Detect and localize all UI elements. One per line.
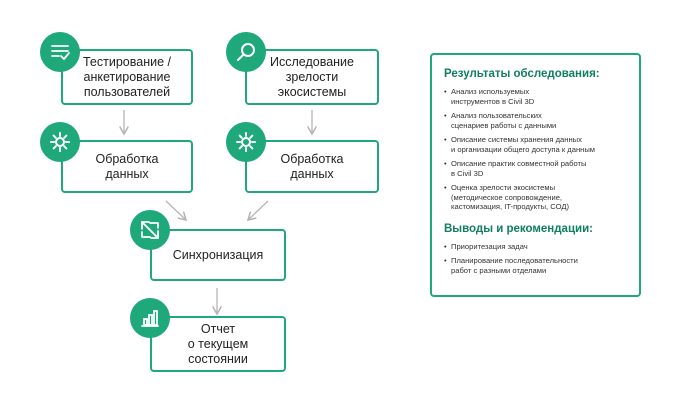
node-testing xyxy=(61,49,193,105)
conclusions-item: • Приоритезация задач xyxy=(444,242,629,252)
gear-icon xyxy=(40,122,80,162)
node-processing-left-label: Обработка данных xyxy=(95,151,159,181)
results-list xyxy=(444,87,629,212)
conclusions-title: Выводы и рекомендации: xyxy=(444,222,593,235)
gear-icon xyxy=(226,122,266,162)
node-processing-right-label: Обработка данных xyxy=(280,151,344,181)
node-report-label: Отчет о текущем состоянии xyxy=(187,321,249,366)
results-item: • Описание практик совместной работы в Civil 3D xyxy=(444,159,629,178)
node-sync-label: Синхронизация xyxy=(172,247,264,262)
sync-icon xyxy=(130,210,170,250)
results-item: • Анализ используемых инструментов в Civil 3D xyxy=(444,87,629,106)
node-sync xyxy=(150,229,286,281)
results-item: • Описание системы хранения данных и организации общего доступа к данным xyxy=(444,135,629,154)
results-item: • Анализ пользовательских сценариев работы с данными xyxy=(444,111,629,130)
bar-chart-icon xyxy=(130,298,170,338)
arrow-processing-right-to-sync xyxy=(248,201,268,220)
arrow-processing-left-to-sync xyxy=(166,201,186,220)
results-panel xyxy=(430,53,641,297)
conclusions-list xyxy=(444,242,629,276)
node-testing-label: Тестирование / анкетирование пользователей xyxy=(83,54,171,99)
node-processing-left xyxy=(61,140,193,193)
results-item: • Оценка зрелости экосистемы (методическое сопровождение, кастомизация, IT-продукты, СОД) xyxy=(444,183,629,212)
node-research-label: Исследование зрелости экосистемы xyxy=(270,54,354,99)
conclusions-item: • Планирование последовательности работ с разными отделами xyxy=(444,256,629,275)
results-title: Результаты обследования: xyxy=(444,68,600,80)
checklist-icon xyxy=(40,32,80,72)
node-report xyxy=(150,316,286,372)
magnifier-icon xyxy=(226,32,266,72)
